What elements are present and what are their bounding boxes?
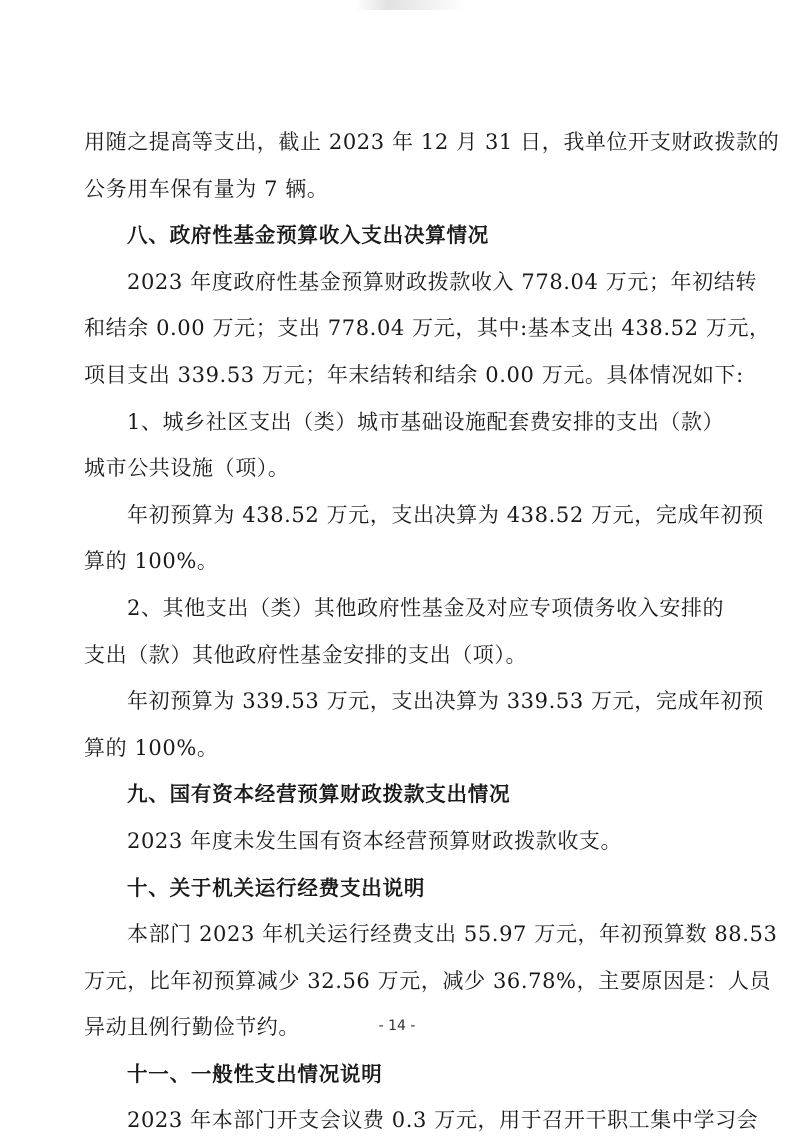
paragraph-line: 和结余 0.00 万元；支出 778.04 万元，其中:基本支出 438.52 万元，	[84, 316, 771, 341]
paragraph-line: 项目支出 339.53 万元；年末结转和结余 0.00 万元。具体情况如下:	[84, 362, 744, 387]
paragraph-line: 2023 年本部门开支会议费 0.3 万元，用于召开干职工集中学习会	[127, 1108, 759, 1133]
document-body	[84, 119, 780, 1144]
paragraph-line: 公务用车保有量为 7 辆。	[84, 176, 329, 201]
section-heading: 十、关于机关运行经费支出说明	[127, 875, 426, 900]
list-item-line: 2、其他支出（类）其他政府性基金及对应专项债务收入安排的	[127, 595, 725, 620]
list-item-line: 1、城乡社区支出（类）城市基础设施配套费安排的支出（款）	[127, 409, 725, 434]
page-number: - 14 -	[378, 1018, 416, 1034]
paragraph-line: 年初预算为 438.52 万元，支出决算为 438.52 万元，完成年初预	[127, 502, 764, 527]
section-heading: 八、政府性基金预算收入支出决算情况	[127, 223, 490, 248]
paragraph-line: 2023 年度未发生国有资本经营预算财政拨款收支。	[127, 828, 623, 853]
list-item-line: 支出（款）其他政府性基金安排的支出（项）。	[84, 642, 528, 667]
scan-artifact	[355, 0, 465, 10]
section-heading: 十一、一般性支出情况说明	[127, 1061, 383, 1086]
paragraph-line: 年初预算为 339.53 万元，支出决算为 339.53 万元，完成年初预	[127, 689, 764, 714]
list-item-line: 城市公共设施（项）。	[84, 456, 290, 481]
section-heading: 九、国有资本经营预算财政拨款支出情况	[127, 782, 511, 807]
paragraph-line: 算的 100%。	[84, 549, 219, 574]
paragraph-line: 用随之提高等支出，截止 2023 年 12 月 31 日，我单位开支财政拨款的	[84, 130, 780, 154]
paragraph-line: 2023 年度政府性基金预算财政拨款收入 778.04 万元；年初结转	[127, 269, 757, 294]
paragraph-line: 异动且例行勤俭节约。	[84, 1015, 300, 1040]
paragraph-line: 算的 100%。	[84, 735, 219, 760]
paragraph-line: 万元，比年初预算减少 32.56 万元，减少 36.78%，主要原因是：人员	[84, 968, 772, 993]
paragraph-line: 本部门 2023 年机关运行经费支出 55.97 万元，年初预算数 88.53	[127, 922, 778, 947]
